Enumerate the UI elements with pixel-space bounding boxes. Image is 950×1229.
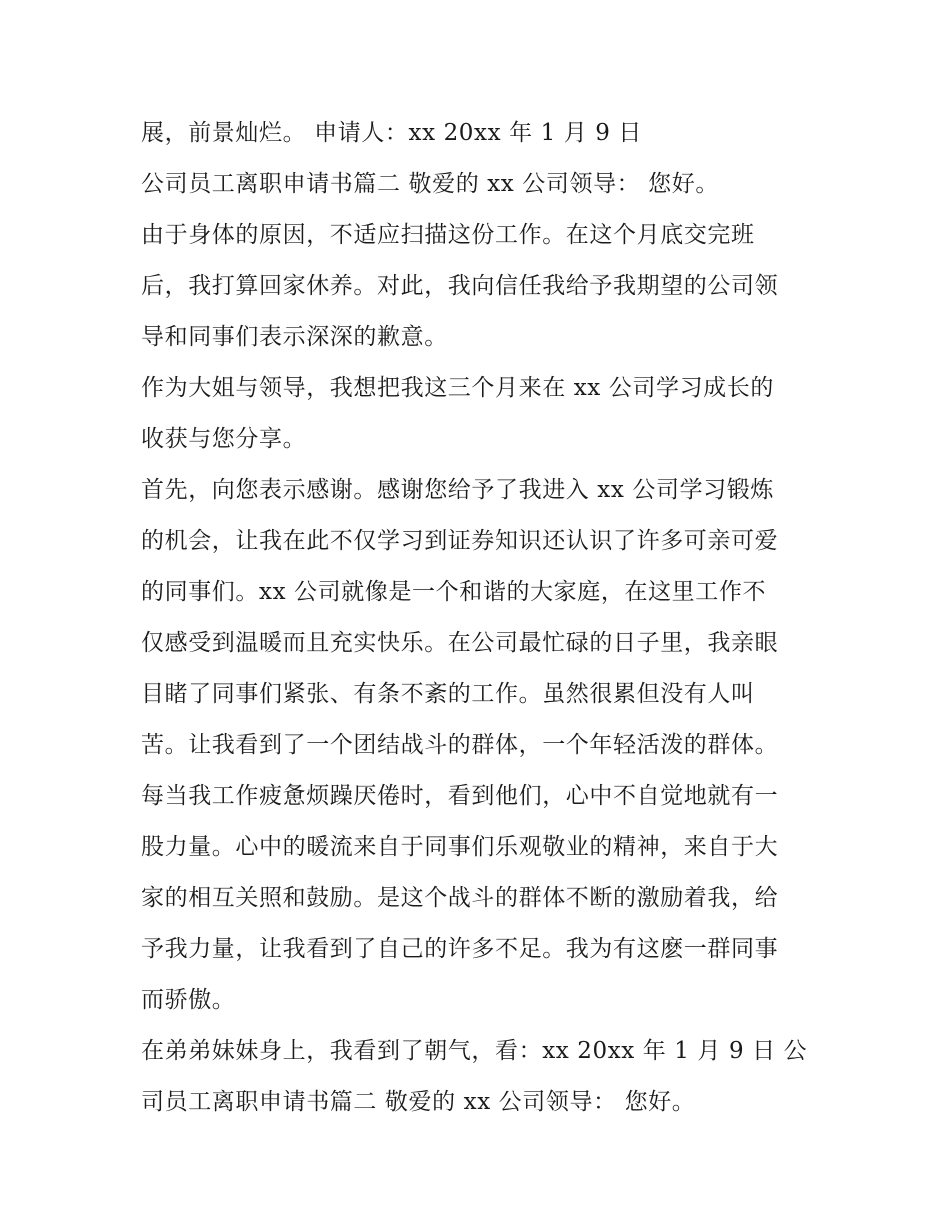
document-body <box>141 108 821 1128</box>
text-line: 予我力量，让我看到了自己的许多不足。我为有这麽一群同事 <box>141 936 779 962</box>
text-line: 股力量。心中的暖流来自于同事们乐观敬业的精神，来自于大 <box>141 834 779 860</box>
text-line: 目睹了同事们紧张、有条不紊的工作。虽然很累但没有人叫 <box>141 681 755 707</box>
text-line: 的机会，让我在此不仅学习到证券知识还认识了许多可亲可爱 <box>141 528 779 554</box>
text-line: 苦。让我看到了一个团结战斗的群体，一个年轻活泼的群体。 <box>141 732 779 758</box>
text-line: 在弟弟妹妹身上，我看到了朝气，看：xx 20xx 年 1 月 9 日 公 <box>141 1038 808 1064</box>
text-line: 首先，向您表示感谢。感谢您给予了我进入 xx 公司学习锻炼 <box>141 477 774 503</box>
text-line: 的同事们。xx 公司就像是一个和谐的大家庭，在这里工作不 <box>141 579 767 605</box>
text-line: 而骄傲。 <box>141 987 236 1013</box>
text-line: 展，前景灿烂。 申请人：xx 20xx 年 1 月 9 日 <box>141 120 642 146</box>
text-line: 由于身体的原因，不适应扫描这份工作。在这个月底交完班 <box>141 222 755 248</box>
text-line: 导和同事们表示深深的歉意。 <box>141 324 448 350</box>
text-line: 收获与您分享。 <box>141 426 307 452</box>
text-line: 后，我打算回家休养。对此，我向信任我给予我期望的公司领 <box>141 273 779 299</box>
text-line: 仅感受到温暖而且充实快乐。在公司最忙碌的日子里，我亲眼 <box>141 630 779 656</box>
text-line: 家的相互关照和鼓励。是这个战斗的群体不断的激励着我，给 <box>141 885 779 911</box>
text-line: 每当我工作疲惫烦躁厌倦时，看到他们，心中不自觉地就有一 <box>141 783 779 809</box>
text-line: 公司员工离职申请书篇二 敬爱的 xx 公司领导： 您好。 <box>141 171 719 197</box>
text-line: 司员工离职申请书篇二 敬爱的 xx 公司领导： 您好。 <box>141 1089 696 1115</box>
text-line: 作为大姐与领导，我想把我这三个月来在 xx 公司学习成长的 <box>141 375 774 401</box>
